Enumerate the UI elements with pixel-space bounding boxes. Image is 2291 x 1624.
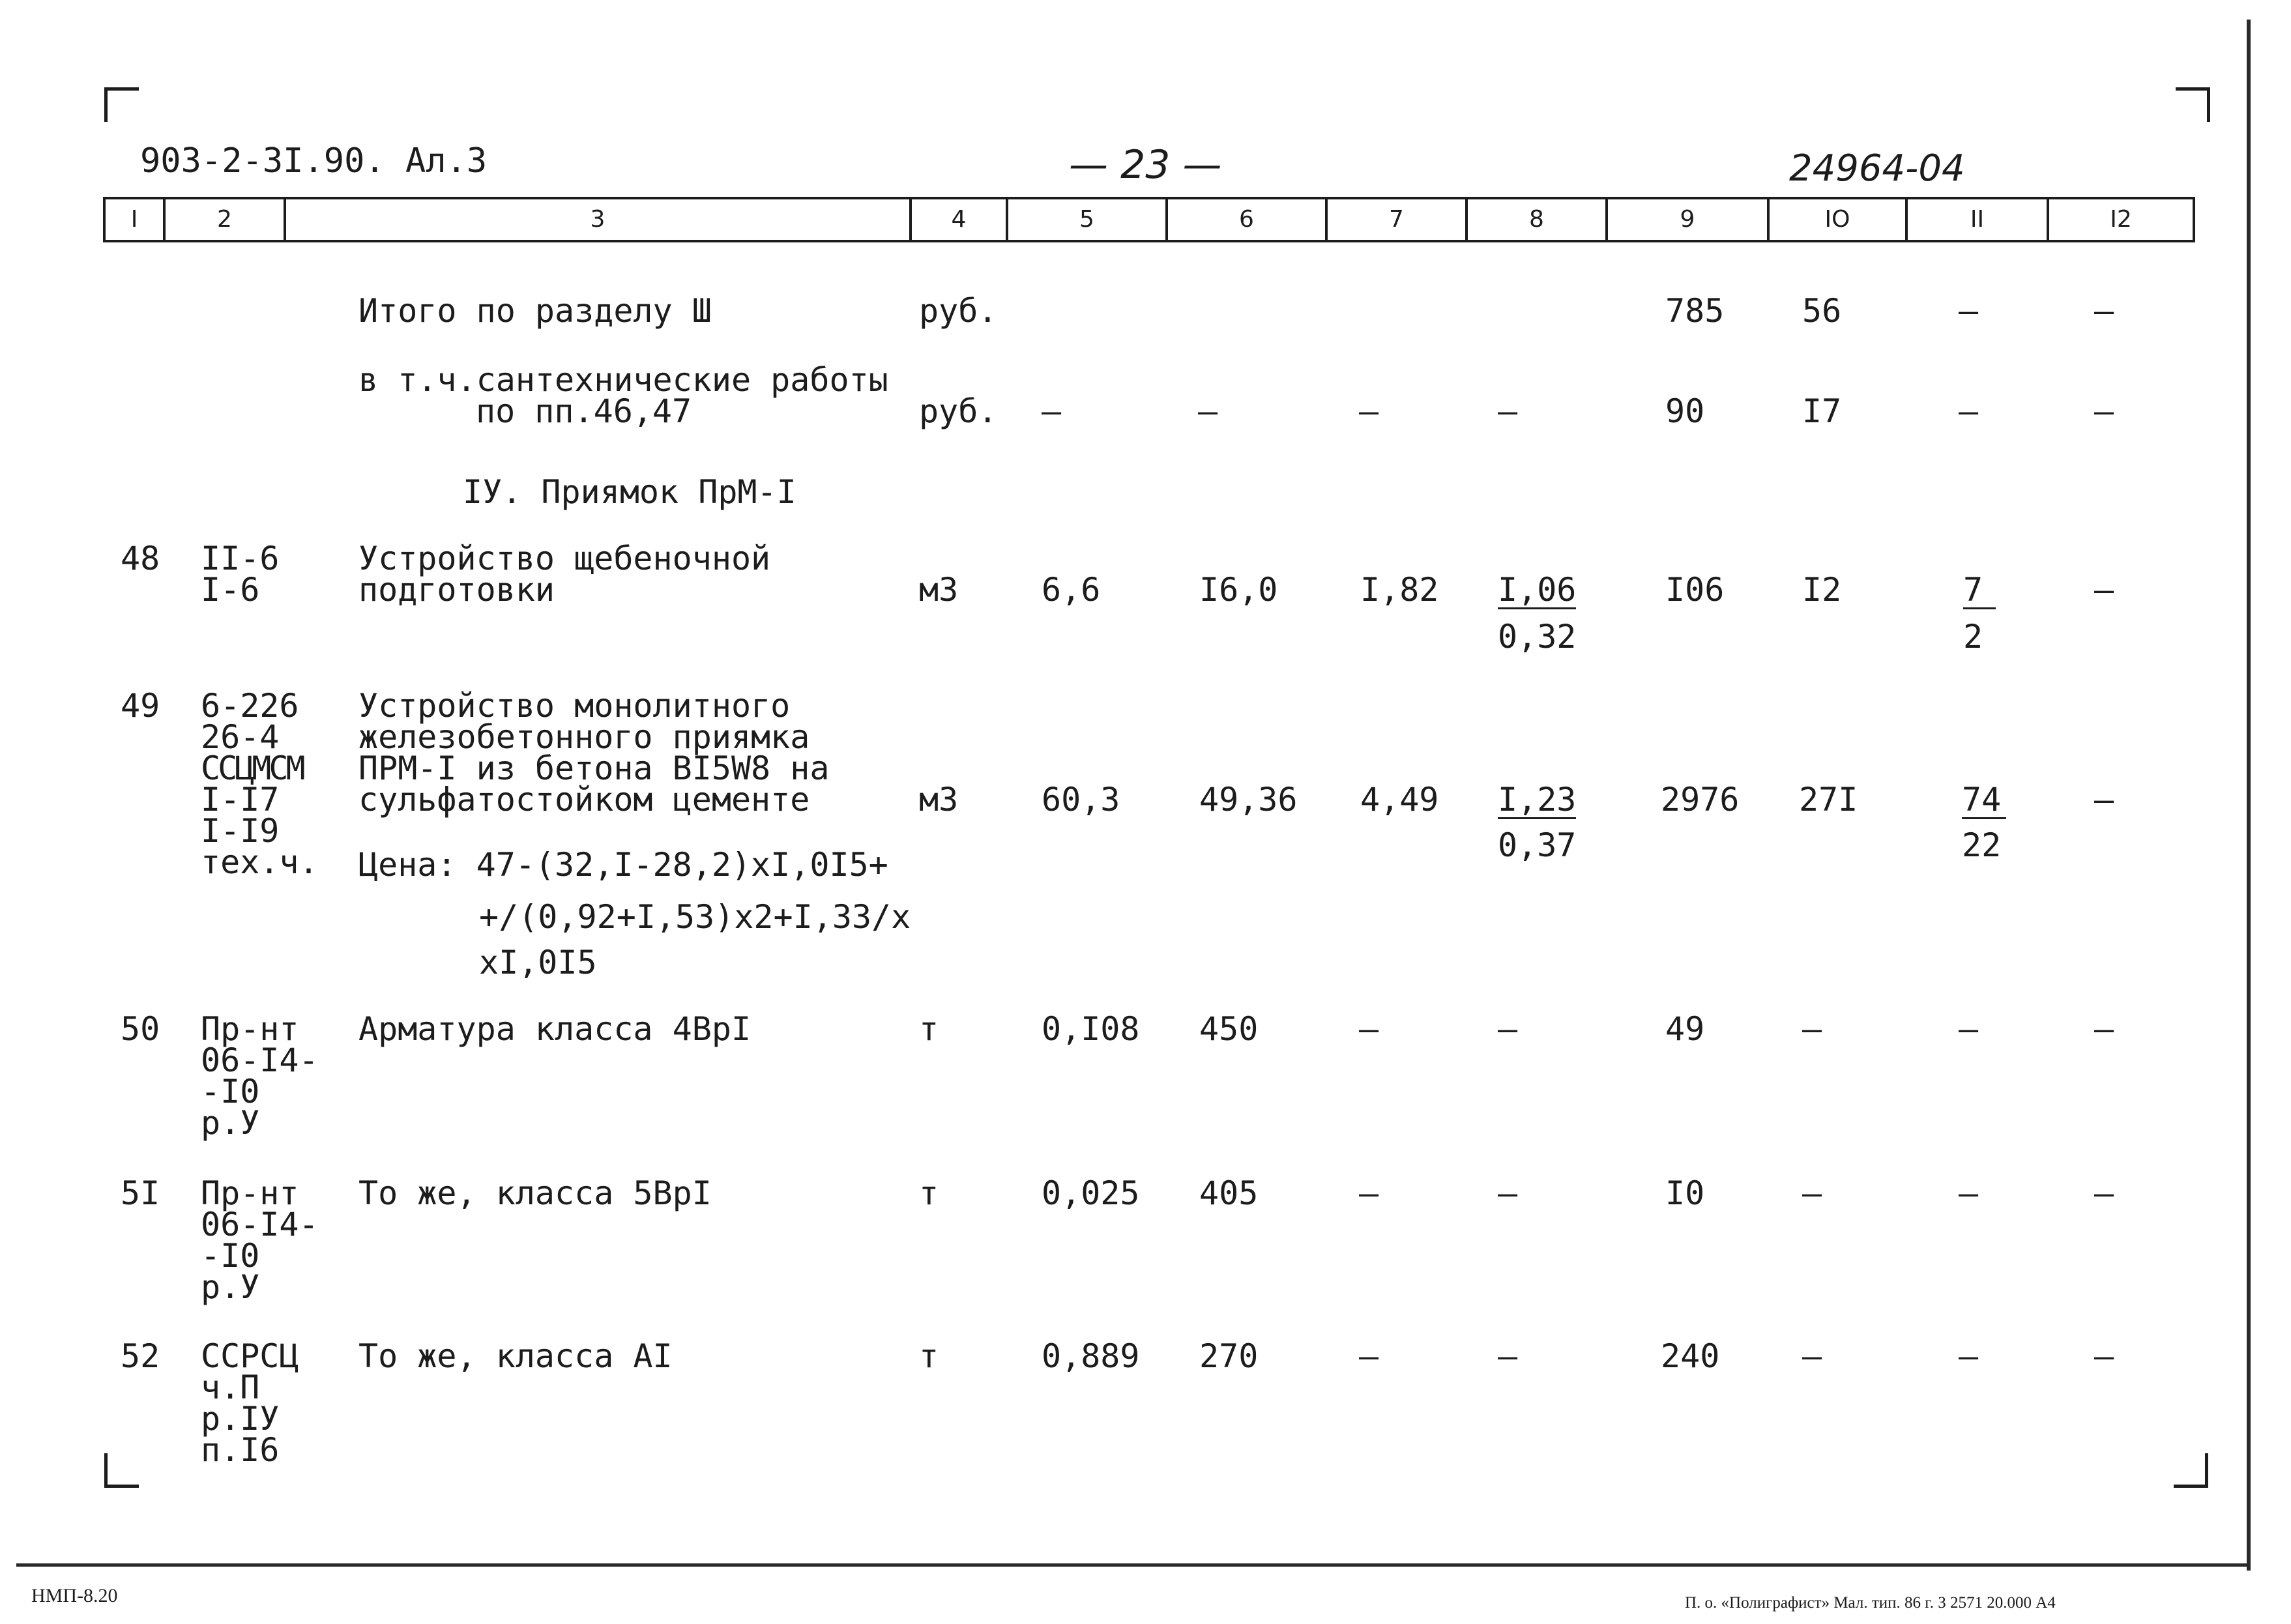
row-code-line: 06-I4- — [201, 1041, 319, 1079]
row-c12: – — [2094, 1010, 2114, 1048]
doc-code: 903-2-3I.90. Ал.3 — [140, 141, 488, 181]
row-c7: – — [1359, 1010, 1379, 1048]
row-unit: т — [919, 1010, 939, 1048]
row-c5: 0,889 — [1042, 1337, 1140, 1375]
row-code-line: р.У — [201, 1268, 260, 1306]
row-code-line: Пр-нт — [201, 1010, 299, 1048]
page-number: — 23 — — [1069, 142, 1222, 188]
row-c6: 450 — [1199, 1010, 1259, 1048]
row-code-line: ч.П — [201, 1369, 260, 1406]
col-header-11: II — [1905, 197, 2047, 242]
row-code-line: II-6 — [201, 540, 280, 577]
row-code-line: I-6 — [201, 571, 260, 609]
row-c9: I0 — [1665, 1174, 1705, 1212]
form-code: НМП-8.20 — [31, 1585, 118, 1606]
row-code-line: I-I9 — [201, 812, 280, 850]
row-code-line: ССЦМСМ — [201, 749, 303, 787]
row-c9: 2976 — [1661, 781, 1740, 819]
row-description-line: То же, класса 5ВрI — [358, 1174, 712, 1212]
row-c6: 405 — [1199, 1174, 1259, 1212]
row-number: 5I — [121, 1174, 160, 1212]
row-c5: 0,025 — [1042, 1174, 1140, 1212]
row-code-line: Пр-нт — [201, 1174, 299, 1212]
section-title: IУ. Приямок ПрМ-I — [463, 473, 796, 511]
row-description-line: ПРМ-I из бетона BI5W8 на — [358, 749, 830, 787]
row-c6: 49,36 — [1199, 781, 1298, 819]
row-c10: I2 — [1802, 571, 1842, 609]
included-c9: 90 — [1665, 392, 1705, 430]
total-c12: – — [2094, 292, 2114, 330]
row-c11-top: 74 — [1962, 783, 2006, 819]
row-c7: – — [1359, 1337, 1379, 1375]
row-c5: 6,6 — [1042, 571, 1101, 609]
row-code-line: тех.ч. — [201, 843, 319, 881]
included-c6: – — [1198, 392, 1218, 430]
row-number: 52 — [121, 1337, 160, 1375]
row-code-line: ССРСЦ — [201, 1337, 299, 1375]
row-description-line: Арматура класса 4ВрI — [358, 1010, 752, 1048]
row-description-line: Устройство щебеночной — [358, 540, 771, 577]
printer-imprint: П. о. «Полиграфист» Мал. тип. 86 г. З 2571 20.000 А4 — [1685, 1594, 2056, 1612]
row-description-line: сульфатостойком цементе — [358, 781, 810, 819]
included-c8: – — [1498, 392, 1518, 430]
row-description-line: Устройство монолитного — [358, 687, 791, 725]
row-c6: 270 — [1199, 1337, 1259, 1375]
included-c11: – — [1959, 392, 1979, 430]
handwritten-reference: 24964-04 — [1789, 147, 1965, 190]
row-c7: 4,49 — [1360, 781, 1439, 819]
row-c11: – — [1959, 1174, 1979, 1212]
col-header-10: IO — [1767, 197, 1905, 242]
row-code-line: -I0 — [201, 1237, 260, 1275]
row-description-line: железобетонного приямка — [358, 718, 810, 756]
row-c9: I06 — [1665, 571, 1725, 609]
row-c10: – — [1802, 1337, 1822, 1375]
row-c7: – — [1359, 1174, 1379, 1212]
included-c7: – — [1359, 392, 1379, 430]
row-number: 50 — [121, 1010, 160, 1048]
corner-mark-top-left — [104, 87, 139, 122]
row-c10: 27I — [1799, 781, 1858, 819]
row-c11: – — [1959, 1010, 1979, 1048]
col-header-1: I — [103, 197, 163, 242]
row-c10: – — [1802, 1174, 1822, 1212]
row-c6: I6,0 — [1199, 571, 1278, 609]
row-code-line: -I0 — [201, 1073, 260, 1110]
total-c9: 785 — [1665, 292, 1725, 330]
row-c10: – — [1802, 1010, 1822, 1048]
corner-mark-top-right — [2176, 87, 2210, 122]
row-code-line: I-I7 — [201, 781, 280, 819]
total-c10: 56 — [1802, 292, 1842, 330]
col-header-3: 3 — [284, 197, 909, 242]
row-c7: I,82 — [1360, 571, 1439, 609]
col-header-4: 4 — [909, 197, 1006, 242]
row-c8-bottom: 0,37 — [1498, 826, 1577, 864]
total-unit: руб. — [919, 292, 998, 330]
col-header-5: 5 — [1006, 197, 1165, 242]
row-c12: – — [2094, 781, 2114, 819]
row-code-line: 06-I4- — [201, 1206, 319, 1243]
included-c12: – — [2094, 392, 2114, 430]
row-c8: – — [1498, 1174, 1518, 1212]
corner-mark-bottom-left — [104, 1453, 139, 1488]
row-c5: 60,3 — [1042, 781, 1120, 819]
page-bottom-edge — [16, 1563, 2251, 1567]
row-code-line: 26-4 — [201, 718, 280, 756]
row-c12: – — [2094, 1174, 2114, 1212]
row-c9: 49 — [1665, 1010, 1705, 1048]
included-unit: руб. — [919, 392, 998, 430]
row-c8-top: I,23 — [1498, 781, 1577, 819]
row-c11-top: 7 — [1963, 573, 1996, 609]
row-c9: 240 — [1661, 1337, 1720, 1375]
row-description-line: То же, класса АI — [358, 1337, 673, 1375]
row-code-line: р.IУ — [201, 1400, 280, 1438]
corner-mark-bottom-right — [2174, 1453, 2208, 1488]
row-number: 48 — [121, 540, 160, 577]
row-code-line: 6-226 — [201, 687, 299, 725]
included-c5: – — [1042, 392, 1062, 430]
price-formula-line: Цена: 47-(32,I-28,2)хI,0I5+ — [358, 846, 888, 884]
row-c12: – — [2094, 1337, 2114, 1375]
row-unit: т — [919, 1337, 939, 1375]
total-c11: – — [1959, 292, 1979, 330]
included-label-line1: в т.ч.сантехнические работы — [358, 361, 888, 399]
col-header-9: 9 — [1605, 197, 1767, 242]
row-unit: т — [919, 1174, 939, 1212]
page-right-edge — [2247, 20, 2251, 1571]
col-header-6: 6 — [1165, 197, 1325, 242]
row-unit: м3 — [919, 571, 959, 609]
price-formula-line: хI,0I5 — [479, 944, 597, 981]
row-c12: – — [2094, 571, 2114, 609]
total-label: Итого по разделу Ш — [358, 292, 712, 330]
row-description-line: подготовки — [358, 571, 555, 609]
row-c11-bottom: 22 — [1962, 826, 2002, 864]
row-c8-bottom: 0,32 — [1498, 618, 1577, 656]
row-c11-bottom: 2 — [1963, 618, 1983, 656]
included-label-line2: по пп.46,47 — [476, 392, 692, 430]
included-c10: I7 — [1802, 392, 1842, 430]
row-number: 49 — [121, 687, 160, 725]
row-unit: м3 — [919, 781, 959, 819]
row-code-line: р.У — [201, 1104, 260, 1142]
price-formula-line: +/(0,92+I,53)х2+I,33/х — [479, 898, 911, 936]
row-code-line: п.I6 — [201, 1431, 280, 1469]
row-c5: 0,I08 — [1042, 1010, 1140, 1048]
row-c11: – — [1959, 1337, 1979, 1375]
row-c8-top: I,06 — [1498, 571, 1577, 609]
col-header-8: 8 — [1465, 197, 1605, 242]
col-header-2: 2 — [163, 197, 284, 242]
row-c8: – — [1498, 1010, 1518, 1048]
col-header-12: I2 — [2047, 197, 2195, 242]
row-c8: – — [1498, 1337, 1518, 1375]
col-header-7: 7 — [1325, 197, 1465, 242]
